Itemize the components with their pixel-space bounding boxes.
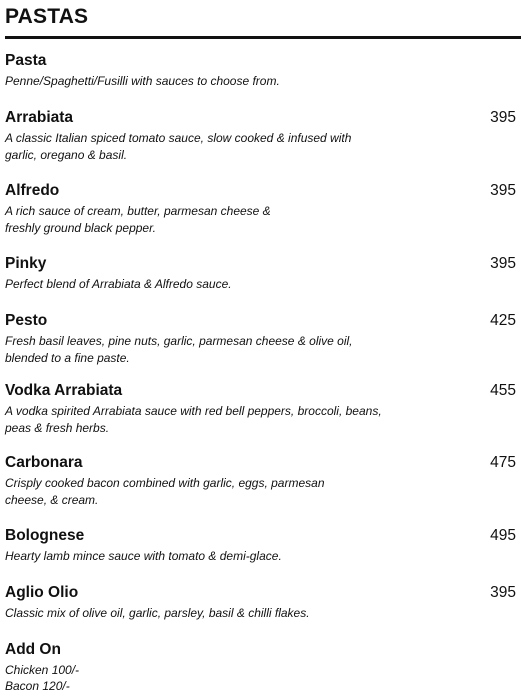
item-name: Pesto — [5, 312, 48, 329]
menu-item-aglio-olio — [5, 584, 521, 622]
menu-item-carbonara — [5, 454, 521, 509]
item-description: A vodka spirited Arrabiata sauce with red bell peppers, broccoli, beans, peas & fresh herbs. — [5, 404, 382, 435]
section-title: PASTAS — [5, 5, 89, 28]
item-description: Hearty lamb mince sauce with tomato & demi-glace. — [5, 549, 282, 563]
menu-item-pinky — [5, 255, 521, 293]
menu-item-bolognese — [5, 527, 521, 565]
item-price: 395 — [490, 109, 516, 126]
addon-chicken: Chicken 100/- — [5, 663, 80, 677]
item-price: 395 — [490, 182, 516, 199]
item-description: Fresh basil leaves, pine nuts, garlic, parmesan cheese & olive oil, blended to a fine paste. — [5, 334, 353, 365]
item-name: Vodka Arrabiata — [5, 382, 123, 399]
item-price: 475 — [490, 454, 516, 471]
item-name: Carbonara — [5, 454, 83, 471]
item-price: 495 — [490, 527, 516, 544]
section-header — [5, 4, 521, 39]
item-description: Crisply cooked bacon combined with garlic, eggs, parmesan cheese, & cream. — [5, 476, 325, 507]
menu-item-pasta — [5, 52, 521, 90]
item-price: 395 — [490, 584, 516, 601]
item-price: 425 — [490, 312, 516, 329]
item-description: A classic Italian spiced tomato sauce, slow cooked & infused with garlic, oregano & basil. — [5, 131, 352, 162]
item-description: A rich sauce of cream, butter, parmesan cheese & freshly ground black pepper. — [5, 204, 271, 235]
addon-bacon: Bacon 120/- — [5, 679, 70, 693]
menu-item-arrabiata — [5, 109, 521, 164]
addon-section — [5, 641, 521, 694]
menu-item-pesto — [5, 312, 521, 367]
addon-title: Add On — [5, 641, 61, 658]
menu-item-vodka-arrabiata — [5, 382, 521, 437]
item-price: 395 — [490, 255, 516, 272]
item-name: Arrabiata — [5, 109, 74, 126]
item-description: Classic mix of olive oil, garlic, parsley, basil & chilli flakes. — [5, 606, 310, 620]
item-name: Aglio Olio — [5, 584, 79, 601]
menu-item-alfredo — [5, 182, 521, 237]
item-name: Pinky — [5, 255, 47, 272]
item-description: Penne/Spaghetti/Fusilli with sauces to choose from. — [5, 74, 280, 88]
item-description: Perfect blend of Arrabiata & Alfredo sauce. — [5, 277, 232, 291]
item-name: Alfredo — [5, 182, 60, 199]
item-price: 455 — [490, 382, 516, 399]
item-name: Bolognese — [5, 527, 85, 544]
item-name: Pasta — [5, 52, 47, 69]
